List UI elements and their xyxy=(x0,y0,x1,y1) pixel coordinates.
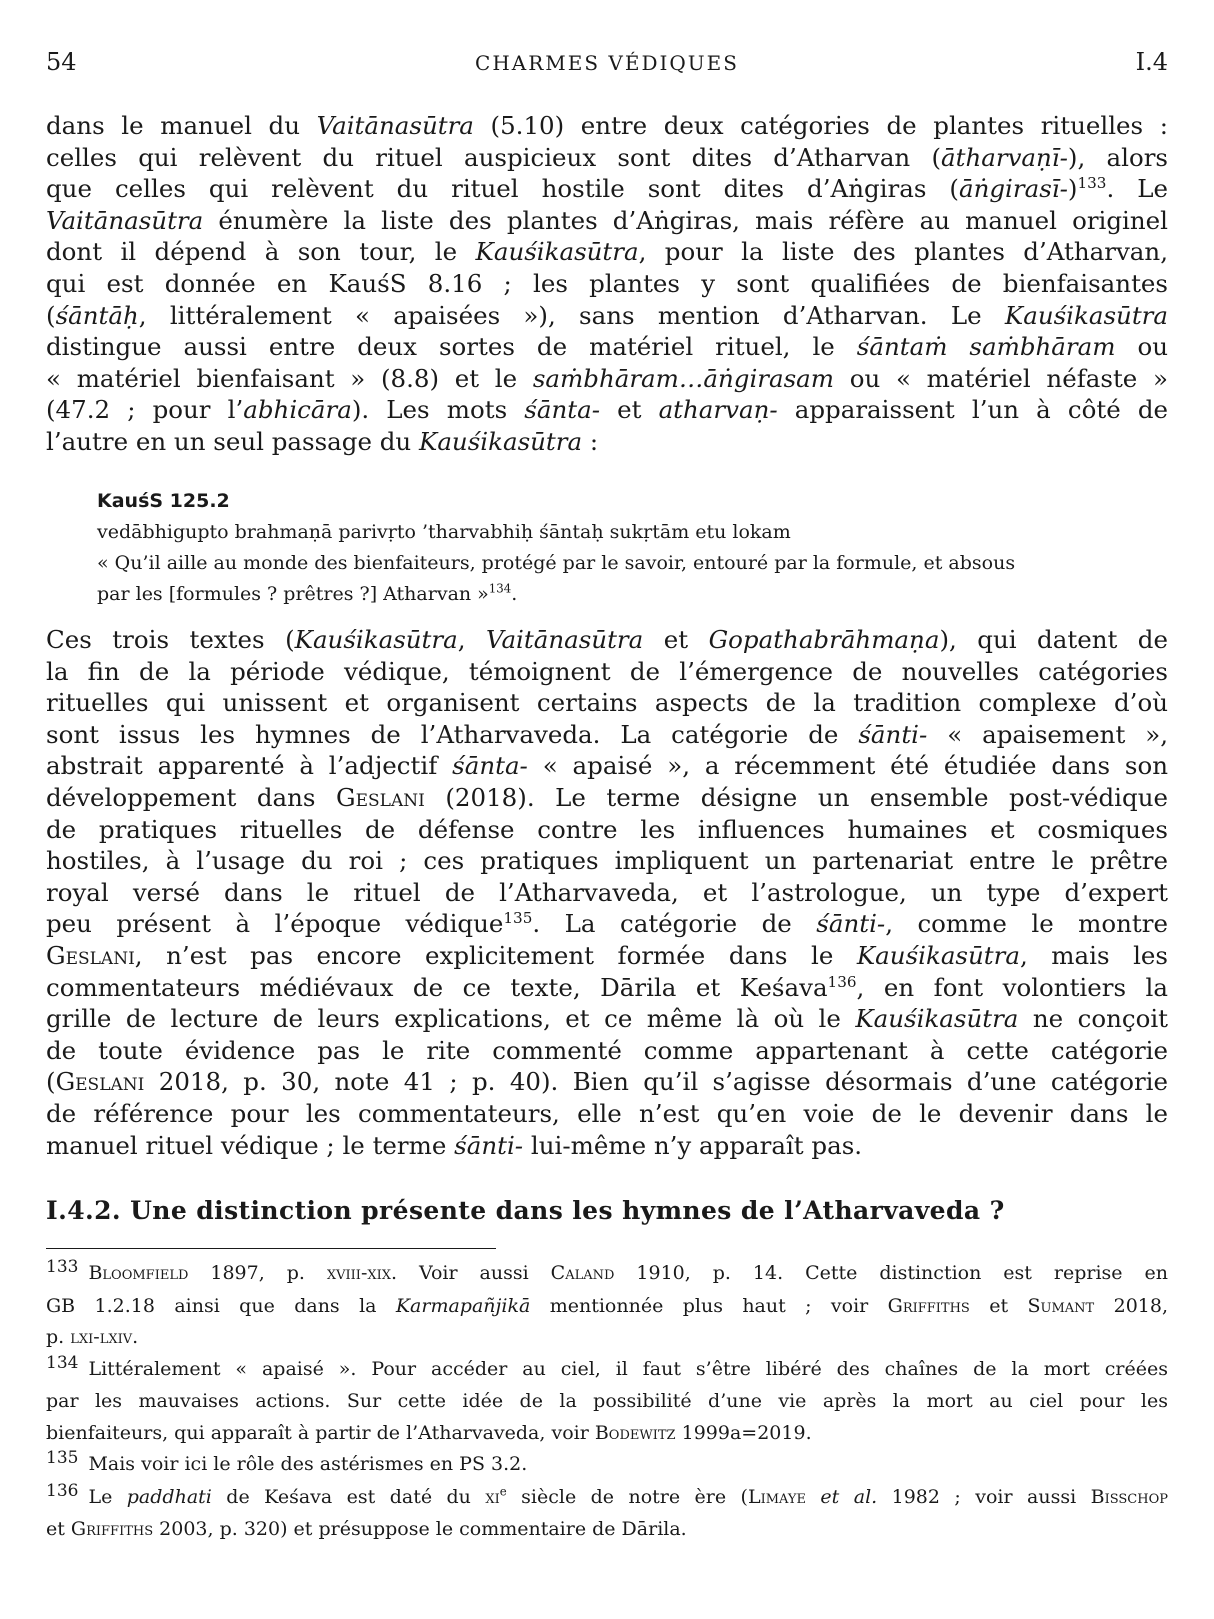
footnote-line: 133 Bloomfield 1897, p. xviii-xix. Voir aussi Caland 1910, p. 14. Cette distinction est reprise en xyxy=(46,1258,1168,1284)
block-quote xyxy=(97,486,1127,610)
text-line: « matériel bienfaisant » (8.8) et le saṁbhāram…āṅgirasam ou « matériel néfaste » xyxy=(46,363,1168,393)
footnote-line: bienfaiteurs, qui apparaît à partir de l’Atharvaveda, voir Bodewitz 1999a=2019. xyxy=(46,1421,812,1444)
quote-sanskrit: vedābhigupto brahmaṇā parivṛto ’tharvabhiḥ śāntaḥ sukṛtām etu lokam xyxy=(97,521,791,543)
text-line: de référence pour les commentateurs, elle n’est qu’en voie de le devenir dans le xyxy=(46,1098,1168,1128)
text-line: de pratiques rituelles de défense contre les influences humaines et cosmiques xyxy=(46,814,1168,844)
quote-translation: par les [formules ? prêtres ?] Atharvan »$^{134}$. xyxy=(97,581,518,605)
quote-translation: « Qu’il aille au monde des bienfaiteurs, protégé par le savoir, entouré par la formule, et absous xyxy=(97,552,1016,574)
footnote-line: et Griffiths 2003, p. 320) et présuppose le commentaire de Dārila. xyxy=(46,1518,687,1540)
text-line: (47.2 ; pour l’abhicāra). Les mots śānta- et atharvaṇ- apparaissent l’un à côté de xyxy=(46,395,1168,425)
footnote-line: GB 1.2.18 ainsi que dans la Karmapañjikā mentionnée plus haut ; voir Griffiths et Sumant 2018, xyxy=(46,1294,1168,1317)
text-line: manuel rituel védique ; le terme śānti- lui-même n’y apparaît pas. xyxy=(46,1130,863,1160)
footnote-line: 136 Le paddhati de Keśava est daté du $xi^e$ siècle de notre ère (Limaye et al. 1982 ; voir aussi Bisschop xyxy=(46,1481,1168,1508)
section-label: I.4 xyxy=(1135,48,1168,76)
running-header xyxy=(46,48,1168,82)
text-line: (Geslani 2018, p. 30, note 41 ; p. 40). Bien qu’il s’agisse désormais d’une catégorie xyxy=(46,1067,1168,1097)
text-line: la fin de la période védique, témoignent de l’émergence de nouvelles catégories xyxy=(46,656,1168,686)
page-number: 54 xyxy=(46,48,77,76)
text-line: Geslani, n’est pas encore explicitement formée dans le Kauśikasūtra, mais les xyxy=(46,940,1168,970)
text-line: hostiles, à l’usage du roi ; ces pratiques impliquent un partenariat entre le prêtre xyxy=(46,846,1168,876)
text-line: Ces trois textes (Kauśikasūtra, Vaitānasūtra et Gopathabrāhmaṇa), qui datent de xyxy=(46,625,1168,654)
text-line: (śāntāḥ, littéralement « apaisées »), sans mention d’Atharvan. Le Kauśikasūtra xyxy=(46,300,1168,330)
text-line: que celles qui relèvent du rituel hostile sont dites d’Aṅgiras (āṅgirasī-)$^{133}$. Le xyxy=(46,174,1168,204)
footnote-line: p. lxi-lxiv. xyxy=(46,1326,139,1348)
text-line: l’autre en un seul passage du Kauśikasūtra : xyxy=(46,426,599,456)
text-line: de toute évidence pas le rite commenté comme appartenant à cette catégorie xyxy=(46,1035,1168,1065)
text-line: distingue aussi entre deux sortes de matériel rituel, le śāntaṁ saṁbhāram ou xyxy=(46,332,1168,362)
quote-reference: KauśS 125.2 xyxy=(97,490,230,512)
text-line: dans le manuel du Vaitānasūtra (5.10) entre deux catégories de plantes rituelles : xyxy=(46,111,1168,140)
footnotes xyxy=(46,1258,1168,1546)
running-title: CHARMES VÉDIQUES xyxy=(475,51,739,75)
footnote-line: 135 Mais voir ici le rôle des astérismes en PS 3.2. xyxy=(46,1449,528,1475)
text-line: peu présent à l’époque védique$^{135}$. La catégorie de śānti-, comme le montre xyxy=(46,909,1168,939)
footnote-divider xyxy=(46,1248,496,1249)
paragraph-1 xyxy=(46,110,1168,458)
text-line: dont il dépend à son tour, le Kauśikasūtra, pour la liste des plantes d’Atharvan, xyxy=(46,237,1168,267)
footnote-line: par les mauvaises actions. Sur cette idée de la possibilité d’une vie après la mort au ciel pour les xyxy=(46,1390,1168,1412)
section-heading: I.4.2. Une distinction présente dans les hymnes de l’Atharvaveda ? xyxy=(46,1196,1005,1225)
text-line: rituelles qui unissent et organisent certains aspects de la tradition complexe d’où xyxy=(46,688,1168,718)
text-line: celles qui relèvent du rituel auspicieux sont dites d’Atharvan (ātharvaṇī-), alors xyxy=(46,142,1168,172)
text-line: commentateurs médiévaux de ce texte, Dārila et Keśava$^{136}$, en font volontiers la xyxy=(46,972,1168,1002)
text-line: sont issus les hymnes de l’Atharvaveda. La catégorie de śānti- « apaisement », xyxy=(46,719,1168,749)
text-line: grille de lecture de leurs explications, et ce même là où le Kauśikasūtra ne conçoit xyxy=(46,1004,1168,1034)
footnote-line: 134 Littéralement « apaisé ». Pour accéder au ciel, il faut s’être libéré des chaînes de la mort créées xyxy=(46,1353,1168,1380)
text-line: royal versé dans le rituel de l’Atharvaveda, et l’astrologue, un type d’expert xyxy=(46,877,1168,907)
text-line: qui est donnée en KauśS 8.16 ; les plantes y sont qualifiées de bienfaisantes xyxy=(46,268,1168,298)
text-line: développement dans Geslani (2018). Le terme désigne un ensemble post-védique xyxy=(46,782,1168,812)
paragraph-2 xyxy=(46,624,1168,1161)
text-line: abstrait apparenté à l’adjectif śānta- « apaisé », a récemment été étudiée dans son xyxy=(46,751,1168,781)
text-line: Vaitānasūtra énumère la liste des plantes d’Aṅgiras, mais réfère au manuel originel xyxy=(46,205,1168,235)
